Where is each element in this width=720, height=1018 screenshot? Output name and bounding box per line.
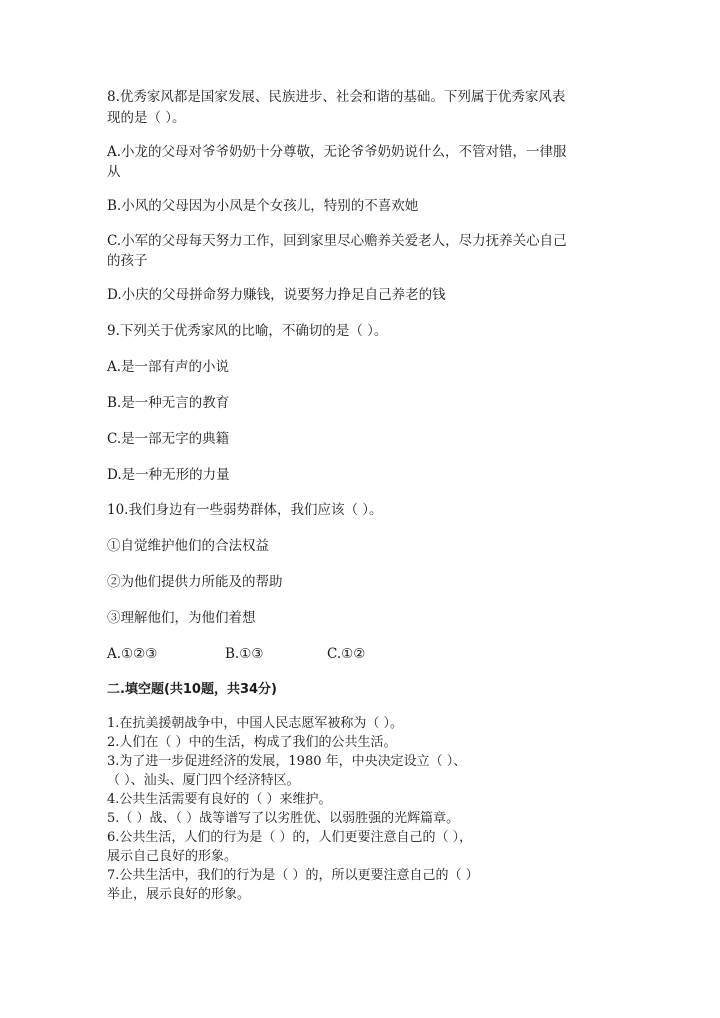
q10-statement-3: ③理解他们，为他们着想 [107,610,256,626]
fill-question-3-line1: 3.为了进一步促进经济的发展，1980 年，中央决定设立（ ）、 [107,754,467,769]
fill-question-3-line2: （ ）、汕头、厦门四个经济特区。 [107,773,300,788]
q10-option-a: A.①②③ [107,646,158,662]
q9-option-c: C.是一部无字的典籍 [107,431,230,447]
q8-stem-line2: 现的是（ ）。 [107,110,186,126]
q9-stem: 9.下列关于优秀家风的比喻，不确切的是（ ）。 [107,323,388,339]
fill-question-6-line2: 展示自己良好的形象。 [107,849,238,864]
q10-statement-1: ①自觉维护他们的合法权益 [107,538,269,554]
fill-question-6-line1: 6.公共生活，人们的行为是（ ）的，人们更要注意自己的（ ）， [107,830,473,845]
q10-stem: 10.我们身边有一些弱势群体，我们应该（ ）。 [107,502,383,518]
q8-stem-line1: 8.优秀家风都是国家发展、民族进步、社会和谐的基础。下列属于优秀家风表 [107,89,566,105]
fill-question-4: 4.公共生活需要有良好的（ ）来维护。 [107,792,332,807]
q8-option-c-line1: C.小军的父母每天努力工作，回到家里尽心赡养关爱老人，尽力抚养关心自己 [107,233,567,249]
q10-option-b: B.①③ [225,646,264,662]
fill-question-2: 2.人们在（ ）中的生活，构成了我们的公共生活。 [107,735,397,750]
q8-option-c-line2: 的孩子 [107,253,148,269]
q8-option-a-line2: 从 [107,164,121,180]
q8-option-b: B.小风的父母因为小凤是个女孩儿，特别的不喜欢她 [107,198,419,214]
q8-option-a-line1: A.小龙的父母对爷爷奶奶十分尊敬，无论爷爷奶奶说什么，不管对错，一律服 [107,144,567,160]
q9-option-b: B.是一种无言的教育 [107,395,230,411]
fill-question-7-line2: 举止，展示良好的形象。 [107,887,251,902]
q10-statement-2: ②为他们提供力所能及的帮助 [107,574,283,590]
q8-option-d: D.小庆的父母拼命努力赚钱，说要努力挣足自己养老的钱 [107,287,446,303]
q9-option-d: D.是一种无形的力量 [107,467,230,483]
q9-option-a: A.是一部有声的小说 [107,359,230,375]
q10-option-c: C.①② [327,646,366,662]
fill-question-5: 5.（ ）战、（ ）战等谱写了以劣胜优、以弱胜强的光辉篇章。 [107,811,460,826]
section-heading-fill-in: 二.填空题(共10题，共34分) [107,682,278,697]
fill-question-7-line1: 7.公共生活中，我们的行为是（ ）的，所以更要注意自己的（ ） [107,868,479,883]
fill-question-1: 1.在抗美援朝战争中，中国人民志愿军被称为（ ）。 [107,716,404,731]
